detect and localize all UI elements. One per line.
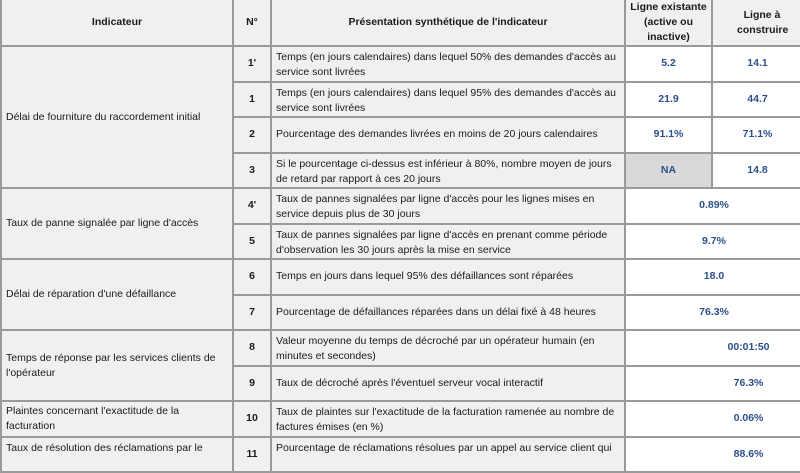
value-cell: 76.3% — [625, 366, 800, 402]
numero-cell: 3 — [233, 153, 271, 189]
value-cell: 76.3% — [625, 295, 800, 331]
numero-cell: 4' — [233, 188, 271, 224]
numero-cell: 7 — [233, 295, 271, 331]
value-a-construire-cell: 14.8 — [712, 153, 800, 189]
indicateur-cell: Délai de fourniture du raccordement initial — [1, 46, 233, 188]
presentation-cell: Pourcentage de réclamations résolues par un appel au service client qui — [271, 437, 625, 473]
indicateur-cell: Délai de réparation d'une défaillance — [1, 259, 233, 330]
presentation-cell: Temps (en jours calendaires) dans lequel 50% des demandes d'accès au service sont livrées — [271, 46, 625, 82]
table-row — [1, 437, 800, 473]
presentation-cell: Valeur moyenne du temps de décroché par un opérateur humain (en minutes et secondes) — [271, 330, 625, 366]
value-cell: 88.6% — [625, 437, 800, 473]
indicateur-cell: Plaintes concernant l'exactitude de la facturation — [1, 401, 233, 437]
indicateur-cell: Taux de résolution des réclamations par le — [1, 437, 233, 473]
numero-cell: 2 — [233, 117, 271, 153]
numero-cell: 8 — [233, 330, 271, 366]
value-a-construire-cell: 44.7 — [712, 82, 800, 118]
value-existante-cell: 5.2 — [625, 46, 712, 82]
indicateur-cell: Taux de panne signalée par ligne d'accès — [1, 188, 233, 259]
header-ligne-a-construire: Ligne à construire — [712, 0, 800, 46]
table-row — [1, 401, 800, 437]
value-existante-cell: 91.1% — [625, 117, 712, 153]
numero-cell: 5 — [233, 224, 271, 260]
header-indicateur: Indicateur — [1, 0, 233, 46]
value-cell: 18.0 — [625, 259, 800, 295]
value-cell: 0.89% — [625, 188, 800, 224]
presentation-cell: Temps (en jours calendaires) dans lequel 95% des demandes d'accès au service sont livrées — [271, 82, 625, 118]
table-row — [1, 188, 800, 224]
value-existante-cell: NA — [625, 153, 712, 189]
presentation-cell: Taux de pannes signalées par ligne d'accès pour les lignes mises en service depuis plus de 30 jours — [271, 188, 625, 224]
presentation-cell: Temps en jours dans lequel 95% des défaillances sont réparées — [271, 259, 625, 295]
presentation-cell: Taux de plaintes sur l'exactitude de la facturation ramenée au nombre de factures émises (en %) — [271, 401, 625, 437]
header-numero: N° — [233, 0, 271, 46]
indicateur-cell: Temps de réponse par les services clients de l'opérateur — [1, 330, 233, 401]
numero-cell: 10 — [233, 401, 271, 437]
value-cell: 0.06% — [625, 401, 800, 437]
numero-cell: 6 — [233, 259, 271, 295]
value-cell: 00:01:50 — [625, 330, 800, 366]
presentation-cell: Taux de décroché après l'éventuel serveur vocal interactif — [271, 366, 625, 402]
header-presentation: Présentation synthétique de l'indicateur — [271, 0, 625, 46]
table-row — [1, 46, 800, 82]
numero-cell: 9 — [233, 366, 271, 402]
presentation-cell: Taux de pannes signalées par ligne d'accès en prenant comme période d'observation les 30 jours après la mise en service — [271, 224, 625, 260]
value-a-construire-cell: 14.1 — [712, 46, 800, 82]
numero-cell: 1' — [233, 46, 271, 82]
table-row — [1, 330, 800, 366]
presentation-cell: Si le pourcentage ci-dessus est inférieur à 80%, nombre moyen de jours de retard par rapport à ces 20 jours — [271, 153, 625, 189]
table-row — [1, 259, 800, 295]
presentation-cell: Pourcentage de défaillances réparées dans un délai fixé à 48 heures — [271, 295, 625, 331]
numero-cell: 1 — [233, 82, 271, 118]
numero-cell: 11 — [233, 437, 271, 473]
table-header-row — [1, 0, 800, 46]
value-cell: 9.7% — [625, 224, 800, 260]
value-existante-cell: 21.9 — [625, 82, 712, 118]
header-ligne-existante: Ligne existante (active ou inactive) — [625, 0, 712, 46]
presentation-cell: Pourcentage des demandes livrées en moins de 20 jours calendaires — [271, 117, 625, 153]
value-a-construire-cell: 71.1% — [712, 117, 800, 153]
